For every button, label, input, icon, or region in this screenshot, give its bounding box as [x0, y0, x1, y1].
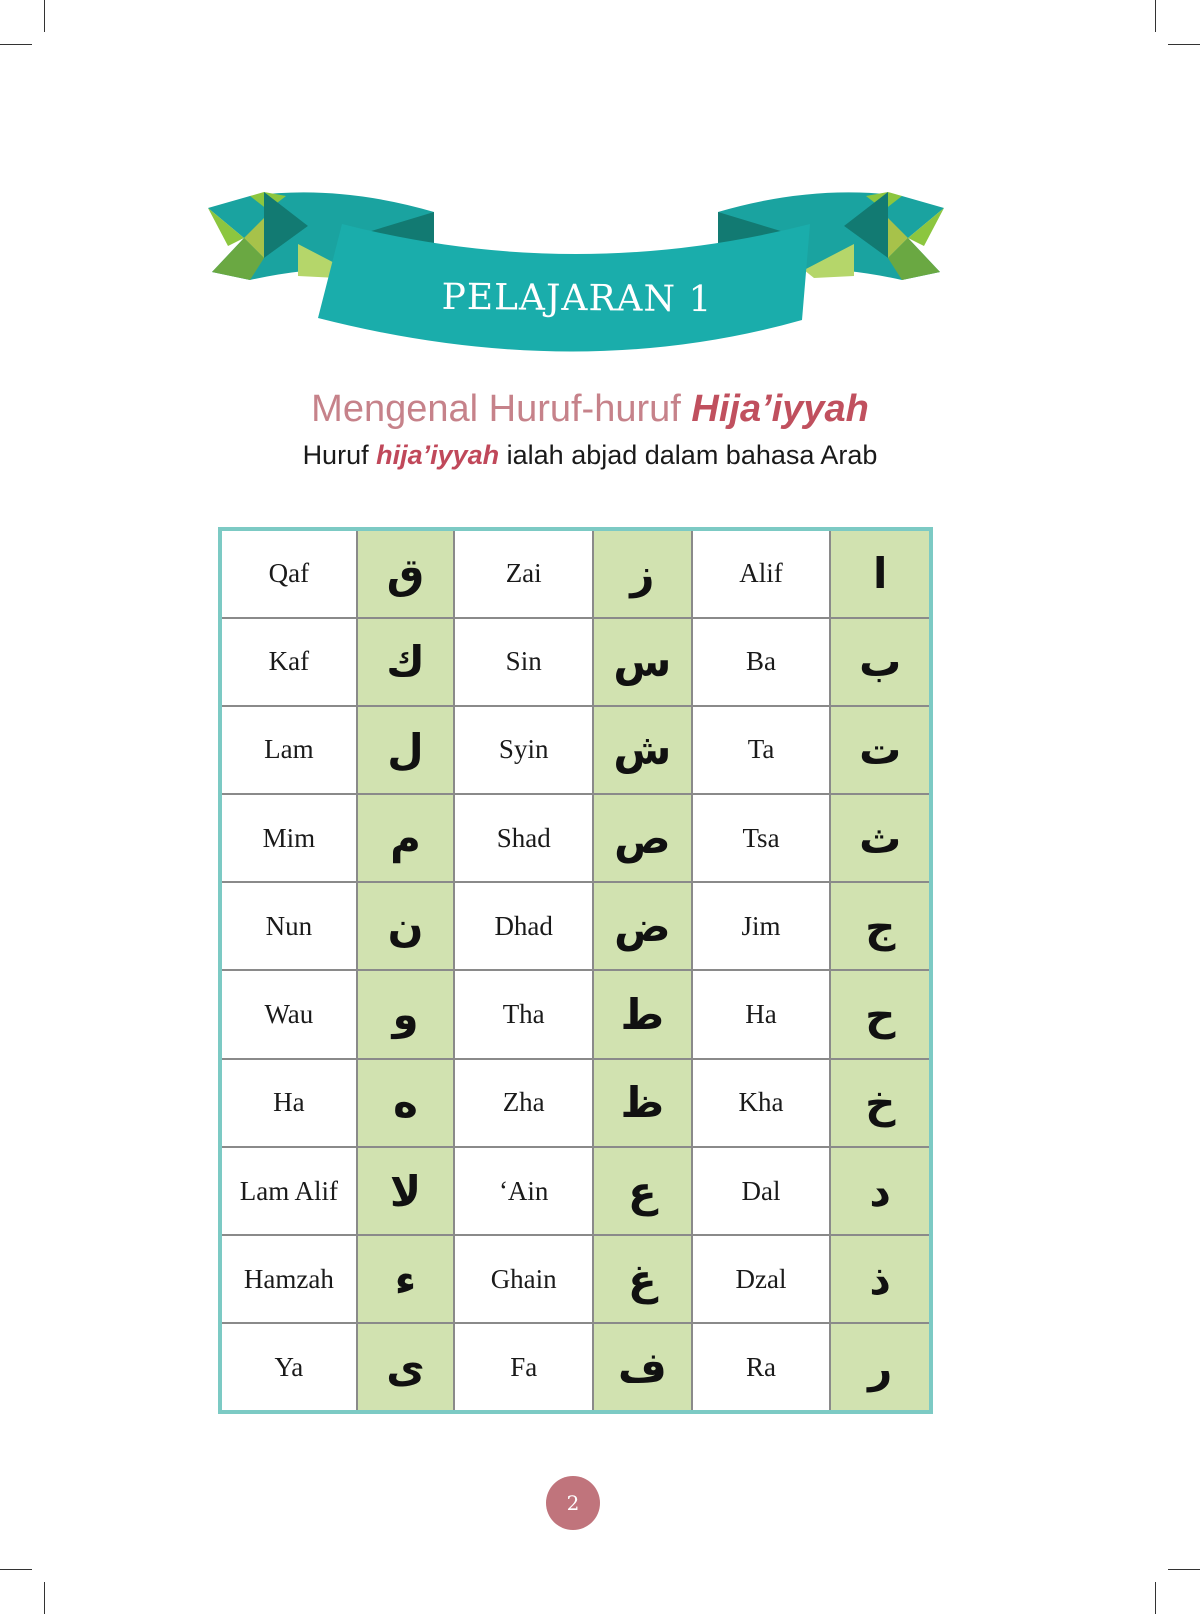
arabic-letter-cell: ن — [357, 882, 455, 970]
arabic-letter-cell: ى — [357, 1323, 455, 1410]
letter-name-cell: Ghain — [454, 1235, 593, 1323]
letter-name-cell: ‘Ain — [454, 1147, 593, 1235]
letter-name-cell: Tsa — [692, 794, 831, 882]
arabic-letter-cell: ز — [593, 531, 692, 618]
letter-name-cell: Zha — [454, 1059, 593, 1147]
lesson-banner-label: PELAJARAN 1 — [441, 276, 713, 321]
crop-mark — [0, 44, 32, 45]
arabic-letter-cell: ش — [593, 706, 692, 794]
table-row — [222, 618, 929, 706]
crop-mark — [44, 1582, 45, 1614]
subtitle-emphasis: hija’iyyah — [376, 440, 500, 470]
arabic-letter-cell: ل — [357, 706, 455, 794]
letter-name-cell: Ya — [222, 1323, 357, 1410]
table-row — [222, 1147, 929, 1235]
table-row — [222, 1323, 929, 1410]
arabic-letter-cell: ص — [593, 794, 692, 882]
arabic-letter-cell: د — [830, 1147, 929, 1235]
letter-name-cell: Tha — [454, 970, 593, 1058]
letter-name-cell: Hamzah — [222, 1235, 357, 1323]
arabic-letter-cell: غ — [593, 1235, 692, 1323]
crop-mark — [44, 0, 45, 32]
table-row — [222, 1235, 929, 1323]
arabic-letter-cell: و — [357, 970, 455, 1058]
letter-name-cell: Ra — [692, 1323, 831, 1410]
arabic-letter-cell: م — [357, 794, 455, 882]
title-emphasis: Hija’iyyah — [691, 388, 869, 430]
arabic-letter-cell: ه — [357, 1059, 455, 1147]
arabic-letter-cell: ب — [830, 618, 929, 706]
letter-name-cell: Kha — [692, 1059, 831, 1147]
letter-name-cell: Fa — [454, 1323, 593, 1410]
arabic-letter-cell: لا — [357, 1147, 455, 1235]
arabic-letter-cell: ع — [593, 1147, 692, 1235]
letter-name-cell: Ba — [692, 618, 831, 706]
arabic-letter-cell: ج — [830, 882, 929, 970]
crop-mark — [1168, 1569, 1200, 1570]
letter-name-cell: Dal — [692, 1147, 831, 1235]
subtitle-pre: Huruf — [302, 440, 377, 470]
arabic-letter-cell: ط — [593, 970, 692, 1058]
letter-name-cell: Shad — [454, 794, 593, 882]
crop-mark — [0, 1569, 32, 1570]
table-row — [222, 706, 929, 794]
arabic-letter-cell: ء — [357, 1235, 455, 1323]
arabic-letter-cell: ف — [593, 1323, 692, 1410]
letter-name-cell: Ha — [692, 970, 831, 1058]
crop-mark — [1155, 0, 1156, 32]
letter-name-cell: Kaf — [222, 618, 357, 706]
arabic-letter-cell: ث — [830, 794, 929, 882]
arabic-letter-cell: ك — [357, 618, 455, 706]
arabic-letter-cell: ظ — [593, 1059, 692, 1147]
crop-mark — [1168, 44, 1200, 45]
arabic-letter-cell: ت — [830, 706, 929, 794]
arabic-letter-cell: ح — [830, 970, 929, 1058]
letter-name-cell: Mim — [222, 794, 357, 882]
letter-name-cell: Dhad — [454, 882, 593, 970]
title-text: Mengenal Huruf-huruf — [311, 388, 692, 430]
letter-name-cell: Ha — [222, 1059, 357, 1147]
arabic-letter-cell: ق — [357, 531, 455, 618]
page-number-badge: 2 — [546, 1476, 600, 1530]
ribbon-banner-icon — [198, 188, 954, 358]
letter-name-cell: Wau — [222, 970, 357, 1058]
table-row — [222, 882, 929, 970]
letter-name-cell: Ta — [692, 706, 831, 794]
table-row — [222, 970, 929, 1058]
crop-mark — [1155, 1582, 1156, 1614]
table-row — [222, 794, 929, 882]
table-row — [222, 531, 929, 618]
letter-name-cell: Jim — [692, 882, 831, 970]
arabic-letter-cell: ذ — [830, 1235, 929, 1323]
letter-name-cell: Lam — [222, 706, 357, 794]
letter-name-cell: Lam Alif — [222, 1147, 357, 1235]
arabic-letter-cell: س — [593, 618, 692, 706]
letter-name-cell: Qaf — [222, 531, 357, 618]
letter-name-cell: Alif — [692, 531, 831, 618]
letter-name-cell: Dzal — [692, 1235, 831, 1323]
arabic-letter-cell: خ — [830, 1059, 929, 1147]
letter-name-cell: Nun — [222, 882, 357, 970]
letter-name-cell: Sin — [454, 618, 593, 706]
arabic-letter-cell: ض — [593, 882, 692, 970]
table-row — [222, 1059, 929, 1147]
page-subtitle — [0, 440, 1180, 471]
subtitle-post: ialah abjad dalam bahasa Arab — [499, 440, 878, 470]
arabic-letter-cell: ر — [830, 1323, 929, 1410]
arabic-letter-cell: ا — [830, 531, 929, 618]
letter-name-cell: Zai — [454, 531, 593, 618]
letter-name-cell: Syin — [454, 706, 593, 794]
page-title — [0, 388, 1180, 431]
hijaiyyah-table — [218, 527, 933, 1414]
